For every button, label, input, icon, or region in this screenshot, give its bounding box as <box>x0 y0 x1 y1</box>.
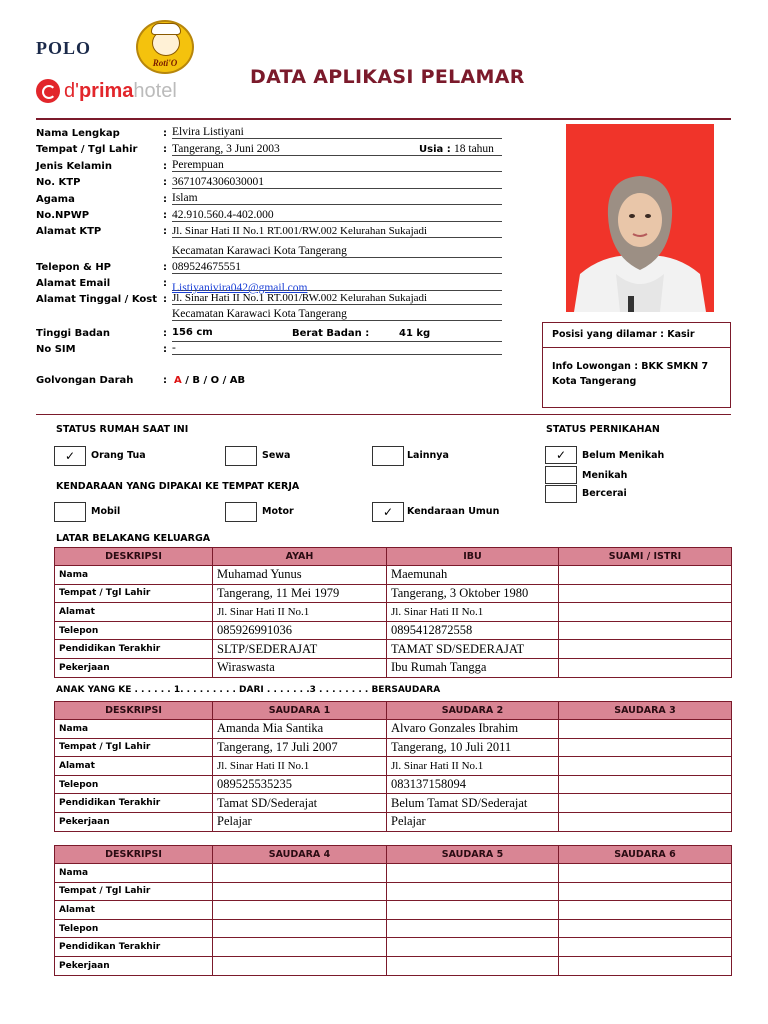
table-header-row: DESKRIPSI SAUDARA 1 SAUDARA 2 SAUDARA 3 <box>55 702 732 720</box>
label-usia: Usia : <box>419 144 451 155</box>
table-row: Tempat / Tgl Lahir Tangerang, 17 Juli 2007 Tangerang, 10 Juli 2011 <box>55 738 732 757</box>
checkbox-sewa[interactable] <box>225 446 257 466</box>
table-row: Telepon <box>55 919 732 938</box>
dprima-hotel-logo: d'primahotel <box>36 78 177 104</box>
checkbox-kendaraan-umum[interactable] <box>372 502 404 522</box>
checkbox-bercerai[interactable] <box>545 485 577 503</box>
label-berat: Berat Badan : <box>292 328 370 339</box>
polo-logo: POLO <box>36 38 92 58</box>
label-sim: No SIM <box>36 344 76 355</box>
chef-hat-icon <box>151 23 181 35</box>
family-table <box>54 547 732 678</box>
value-usia: 18 tahun <box>454 143 494 155</box>
posisi-dilamar: Posisi yang dilamar : Kasir <box>552 329 695 340</box>
label-alamat-ktp: Alamat KTP <box>36 226 102 237</box>
table-row: Tempat / Tgl Lahir Tangerang, 11 Mei 1979 Tangerang, 3 Oktober 1980 <box>55 584 732 603</box>
checkbox-lainnya[interactable] <box>372 446 404 466</box>
table-row: Pekerjaan <box>55 956 732 975</box>
label-nama: Nama Lengkap <box>36 128 120 139</box>
checkbox-orang-tua[interactable] <box>54 446 86 466</box>
kendaraan-title: KENDARAAN YANG DIPAKAI KE TEMPAT KERJA <box>56 481 300 492</box>
check-icon: ✓ <box>555 448 567 462</box>
label-ktp: No. KTP <box>36 177 81 188</box>
label-golongan-darah: Golvongan Darah <box>36 375 134 386</box>
value-nama: Elvira Listiyani <box>172 126 502 139</box>
table-row: Nama Amanda Mia Santika Alvaro Gonzales Ibrahim <box>55 720 732 739</box>
label-ttl: Tempat / Tgl Lahir <box>36 144 138 155</box>
value-sim: - <box>172 342 502 355</box>
value-alamat-tinggal-1: Jl. Sinar Hati II No.1 RT.001/RW.002 Kelurahan Sukajadi <box>172 292 502 305</box>
position-box <box>542 322 731 408</box>
info-lowongan-1: Info Lowongan : BKK SMKN 7 <box>552 361 709 372</box>
rotio-logo: Roti'O <box>136 20 194 74</box>
value-agama: Islam <box>172 192 502 205</box>
applicant-photo <box>566 124 714 312</box>
table-row: Alamat <box>55 901 732 920</box>
label-npwp: No.NPWP <box>36 210 90 221</box>
info-lowongan-2: Kota Tangerang <box>552 376 637 387</box>
value-berat: 41 kg <box>399 328 431 339</box>
check-icon: ✓ <box>382 505 394 519</box>
label-alamat-tinggal: Alamat Tinggal / Kost <box>36 294 157 305</box>
label-tinggi: Tinggi Badan <box>36 328 110 339</box>
label-jk: Jenis Kelamin <box>36 161 112 172</box>
table-row: Alamat Jl. Sinar Hati II No.1 Jl. Sinar Hati II No.1 <box>55 757 732 776</box>
label-telepon: Telepon & HP <box>36 262 112 273</box>
section-divider <box>36 414 731 415</box>
value-ttl: Tangerang, 3 Juni 2003 <box>172 143 502 156</box>
table-row: Nama <box>55 864 732 883</box>
table-row: Pendidikan Terakhir <box>55 938 732 957</box>
label-email: Alamat Email <box>36 278 111 289</box>
value-telepon: 089524675551 <box>172 261 502 274</box>
dprima-circle-icon <box>36 79 60 103</box>
table-row: Nama Muhamad Yunus Maemunah <box>55 566 732 585</box>
checkbox-menikah[interactable] <box>545 466 577 484</box>
label-agama: Agama <box>36 194 75 205</box>
value-alamat-ktp-1: Jl. Sinar Hati II No.1 RT.001/RW.002 Kelurahan Sukajadi <box>172 225 502 238</box>
keluarga-title: LATAR BELAKANG KELUARGA <box>56 533 211 544</box>
table-row: Tempat / Tgl Lahir <box>55 882 732 901</box>
blood-type-selected: A <box>174 375 182 386</box>
value-alamat-tinggal-2: Kecamatan Karawaci Kota Tangerang <box>172 308 502 321</box>
value-tinggi: 156 cm <box>172 327 213 338</box>
table-header-row: DESKRIPSI AYAH IBU SUAMI / ISTRI <box>55 548 732 566</box>
table-row: Pekerjaan Pelajar Pelajar <box>55 812 732 831</box>
checkbox-belum-menikah[interactable] <box>545 446 577 464</box>
table-row: Telepon 089525535235 083137158094 <box>55 775 732 794</box>
table-header-row: DESKRIPSI SAUDARA 4 SAUDARA 5 SAUDARA 6 <box>55 846 732 864</box>
value-jk: Perempuan <box>172 159 502 172</box>
siblings-table-1 <box>54 701 732 832</box>
table-row: Pekerjaan Wiraswasta Ibu Rumah Tangga <box>55 658 732 677</box>
email-link[interactable]: Listiyanivira042@gmail.com <box>172 282 308 294</box>
status-rumah-title: STATUS RUMAH SAAT INI <box>56 424 189 435</box>
siblings-table-2 <box>54 845 732 976</box>
value-golongan-darah: A / B / O / AB <box>174 375 246 386</box>
value-npwp: 42.910.560.4-402.000 <box>172 209 502 222</box>
check-icon: ✓ <box>64 449 76 463</box>
portrait-image <box>566 124 714 312</box>
table-row: Telepon 085926991036 0895412872558 <box>55 621 732 640</box>
table-row: Pendidikan Terakhir Tamat SD/Sederajat Belum Tamat SD/Sederajat <box>55 794 732 813</box>
checkbox-mobil[interactable] <box>54 502 86 522</box>
page-title: DATA APLIKASI PELAMAR <box>250 66 525 88</box>
table-row: Pendidikan Terakhir SLTP/SEDERAJAT TAMAT SD/SEDERAJAT <box>55 640 732 659</box>
title-divider <box>36 118 731 120</box>
value-alamat-ktp-2: Kecamatan Karawaci Kota Tangerang <box>172 245 502 258</box>
anak-ke-line: ANAK YANG KE . . . . . . 1. . . . . . . . . DARI . . . . . . .3 . . . . . . . . BERSAUDARA <box>56 685 441 695</box>
table-row: Alamat Jl. Sinar Hati II No.1 Jl. Sinar Hati II No.1 <box>55 603 732 622</box>
value-ktp: 3671074306030001 <box>172 176 502 189</box>
checkbox-motor[interactable] <box>225 502 257 522</box>
status-nikah-title: STATUS PERNIKAHAN <box>546 424 660 435</box>
